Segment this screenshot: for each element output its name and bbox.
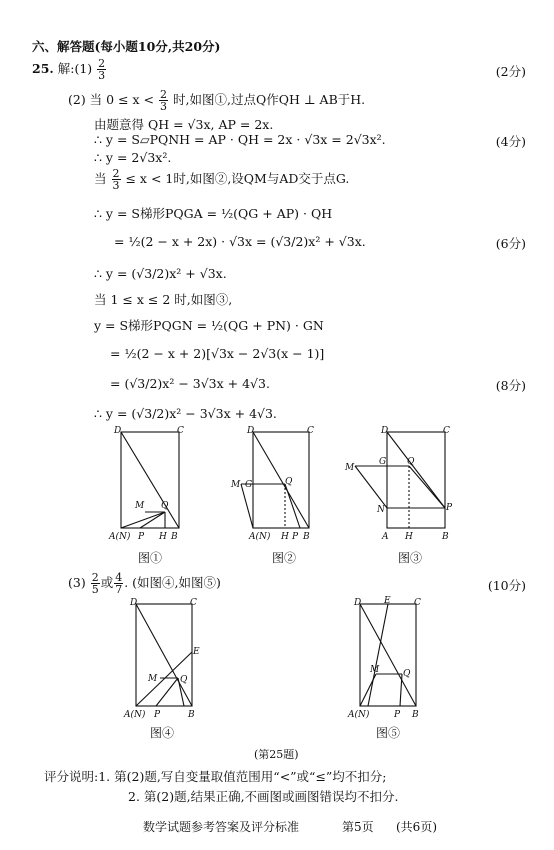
label-D: D [354, 598, 362, 608]
solution-line-11: = ½(2 − x + 2)[√3x − 2√3(x − 1)] [110, 346, 325, 361]
caption-fig-1: 图① [138, 551, 163, 565]
figure-1 [121, 432, 179, 528]
or-text: 或 [100, 575, 114, 590]
label-E: E [193, 647, 200, 657]
solution-line-5 [94, 168, 349, 191]
solution-line-7: = ½(2 − x + 2x) · √3x = (√3/2)x² + √3x. [114, 234, 366, 249]
label-C: C [190, 598, 197, 608]
part3-prefix: (3) [68, 575, 86, 590]
section-heading: 六、解答题(每小题10分,共20分) [32, 39, 221, 54]
label-M: M [148, 674, 158, 684]
denominator: 3 [112, 179, 120, 192]
label-Q: Q [407, 457, 415, 467]
label-C: C [307, 426, 314, 436]
label-Q: Q [161, 501, 169, 511]
label-AN: A(N) [109, 532, 131, 542]
notes-label: 评分说明: [44, 769, 99, 784]
label-B: B [412, 710, 419, 720]
caption-fig-4: 图④ [150, 726, 175, 740]
label-AN: A(N) [124, 710, 146, 720]
intro-text-a: (2) 当 0 ≤ x < [68, 92, 155, 107]
scoring-note-1 [44, 767, 387, 785]
part2-intro [68, 89, 365, 112]
score-4: (4分) [495, 134, 526, 149]
label-Q: Q [403, 669, 411, 679]
label-P: P [446, 503, 453, 513]
score-10: (10分) [487, 578, 526, 593]
solution-line-12: = (√3/2)x² − 3√3x + 4√3. [110, 376, 270, 391]
solution-line-6: ∴ y = S梯形PQGA = ½(QG + AP) · QH [94, 206, 333, 221]
label-H: H [281, 532, 289, 542]
label-D: D [130, 598, 138, 608]
numerator: 2 [112, 167, 120, 180]
label-Q: Q [285, 477, 293, 487]
label-AN: A(N) [249, 532, 271, 542]
score-6: (6分) [495, 236, 526, 251]
solution-line-9: 当 1 ≤ x ≤ 2 时,如图③, [94, 292, 233, 307]
denominator: 7 [115, 583, 123, 596]
figures-1-3 [105, 424, 465, 549]
note-1-text: 1. 第(2)题,写自变量取值范围用“<”或“≤”均不扣分; [98, 769, 387, 784]
solution-line-3: ∴ y = S▱PQNH = AP · QH = 2x · √3x = 2√3x². [94, 132, 386, 147]
label-P: P [394, 710, 401, 720]
label-P: P [154, 710, 161, 720]
scoring-note-2: 2. 第(2)题,结果正确,不画图或画图错误均不扣分. [128, 789, 399, 804]
label-AN: A(N) [348, 710, 370, 720]
part3-line [68, 572, 221, 595]
label-B: B [188, 710, 195, 720]
label-D: D [381, 426, 389, 436]
numerator: 2 [160, 88, 168, 101]
label-M: M [231, 480, 241, 490]
denominator: 3 [98, 69, 106, 82]
footer-title: 数学试题参考答案及评分标准 [143, 820, 300, 834]
numerator: 4 [115, 571, 123, 584]
part1-prefix: 解:(1) [57, 61, 93, 76]
figure-5 [360, 604, 416, 706]
problem-caption: (第25题) [254, 748, 299, 761]
solution-line-10: y = S梯形PQGN = ½(QG + PN) · GN [94, 318, 324, 333]
label-N: N [377, 505, 385, 515]
l5-text-a: 当 [94, 171, 107, 186]
footer-total: (共6页) [396, 820, 437, 834]
solution-line-4: ∴ y = 2√3x². [94, 150, 172, 165]
score-8: (8分) [495, 378, 526, 393]
denominator: 3 [160, 100, 168, 113]
label-C: C [443, 426, 450, 436]
label-Q: Q [180, 675, 188, 685]
label-B: B [442, 532, 449, 542]
solution-line-2: 由题意得 QH = √3x, AP = 2x. [94, 117, 274, 132]
label-P: P [292, 532, 299, 542]
label-C: C [414, 598, 421, 608]
caption-fig-3: 图③ [398, 551, 423, 565]
intro-fraction [159, 89, 168, 112]
part1-score: (2分) [495, 64, 526, 79]
answer-fraction-1 [91, 572, 100, 595]
figures-4-5 [120, 596, 430, 721]
caption-fig-5: 图⑤ [376, 726, 401, 740]
l5-fraction [112, 168, 121, 191]
l5-text-b: ≤ x < 1时,如图②,设QM与AD交于点G. [125, 171, 350, 186]
intro-text-b: 时,如图①,过点Q作QH ⊥ AB于H. [173, 92, 366, 107]
label-D: D [114, 426, 122, 436]
solution-line-13: ∴ y = (√3/2)x² − 3√3x + 4√3. [94, 406, 277, 421]
denominator: 5 [91, 583, 99, 596]
solution-line-8: ∴ y = (√3/2)x² + √3x. [94, 266, 227, 281]
label-M: M [345, 463, 355, 473]
label-D: D [247, 426, 255, 436]
footer-page: 第5页 [342, 820, 374, 834]
label-B: B [171, 532, 178, 542]
part1-answer-fraction [97, 58, 106, 81]
label-H: H [159, 532, 167, 542]
label-G: G [245, 480, 253, 490]
label-H: H [405, 532, 413, 542]
figure-3 [355, 432, 445, 528]
label-A: A [382, 532, 389, 542]
numerator: 2 [91, 571, 99, 584]
label-E: E [384, 596, 391, 606]
label-B: B [303, 532, 310, 542]
part1-line [32, 58, 107, 81]
label-P: P [138, 532, 145, 542]
numerator: 2 [98, 57, 106, 70]
caption-fig-2: 图② [272, 551, 297, 565]
figure-4 [136, 604, 192, 706]
part3-figure-ref: . (如图④,如图⑤) [124, 575, 221, 590]
label-G: G [379, 457, 387, 467]
question-number: 25. [32, 61, 54, 76]
answer-fraction-2 [114, 572, 123, 595]
label-C: C [177, 426, 184, 436]
label-M: M [135, 501, 145, 511]
label-M: M [370, 665, 380, 675]
